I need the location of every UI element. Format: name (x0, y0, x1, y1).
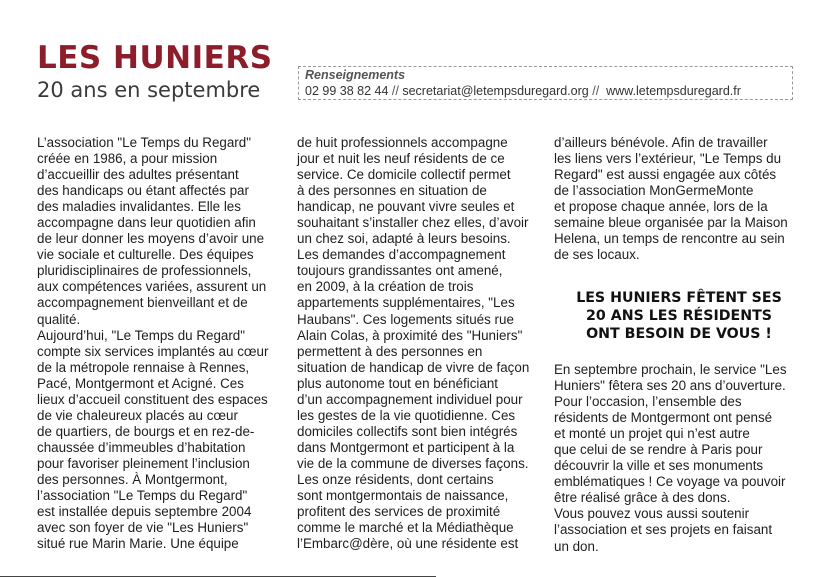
article-subtitle: 20 ans en septembre (37, 78, 261, 102)
article-paragraph (554, 135, 804, 263)
text-line: l’association et ses projets en faisant (554, 522, 773, 538)
text-line: sont montgermontais de naissance, (297, 488, 509, 504)
text-line: un chez soi, adapté à leurs besoins. (297, 231, 511, 247)
text-line: un don. (554, 538, 599, 554)
article-column-1 (37, 135, 287, 552)
text-line: Regard" est aussi engagée aux côtés (554, 167, 777, 183)
text-line: résidents de Montgermont ont pensé (554, 410, 773, 426)
text-line: d’un accompagnement individuel pour (297, 391, 523, 407)
text-line: pour favoriser pleinement l’inclusion (37, 455, 250, 471)
text-line: des maladies invalidantes. Elle les (37, 199, 241, 215)
text-line: de la métropole rennaise à Rennes, (37, 359, 250, 375)
text-line: compte six services implantés au cœur (37, 343, 269, 359)
contact-info-box (298, 66, 793, 100)
article-paragraph (297, 135, 547, 552)
text-line: les gestes de la vie quotidienne. Ces (297, 407, 516, 423)
callout-paragraph (554, 362, 804, 555)
text-line: semaine bleue organisée par la Maison (554, 215, 788, 231)
text-line: à des personnes en situation de (297, 183, 487, 199)
text-line: profitent des services de proximité (297, 504, 501, 520)
text-line: de vie chaleureux placés au cœur (37, 407, 238, 423)
text-line: Vous pouvez vous aussi soutenir (554, 506, 750, 522)
text-line: qualité. (37, 311, 81, 327)
text-line: L’association "Le Temps du Regard" (37, 135, 251, 150)
text-line: situation de handicap de vivre de façon (297, 359, 530, 375)
text-line: de quartiers, de bourgs et en rez-de- (37, 423, 255, 439)
text-line: permettent à des personnes en (297, 343, 483, 359)
text-line: accompagne dans leur quotidien afin (37, 215, 256, 231)
text-line: de leur donner les moyens d’avoir une (37, 231, 265, 247)
text-line: en 2009, à la création de trois (297, 279, 474, 295)
text-line: jour et nuit les neuf résidents de ce (297, 151, 505, 167)
text-line: de ses locaux. (554, 247, 640, 263)
text-line: découvrir la ville et ses monuments (554, 458, 764, 474)
text-line: vie sociale et culturelle. Des équipes (37, 247, 254, 263)
text-line: service. Ce domicile collectif permet (297, 167, 511, 183)
text-line: l’Embarc@dère, où une résidente est (297, 536, 519, 552)
text-line: appartements supplémentaires, "Les (297, 295, 515, 311)
text-line: Les demandes d’accompagnement (297, 247, 506, 263)
text-line: En septembre prochain, le service "Les (554, 362, 787, 377)
article-column-3 (554, 135, 804, 263)
text-line: situé rue Marin Marie. Une équipe (37, 536, 239, 552)
text-line: et monté un projet qui n’est autre (554, 426, 750, 442)
text-line: emblématiques ! Ce voyage va pouvoir (554, 474, 786, 490)
text-line: Pacé, Montgermont et Acigné. Ces (37, 375, 244, 391)
text-line: d’accueillir des adultes présentant (37, 167, 239, 183)
text-line: handicap, ne pouvant vivre seules et (297, 199, 515, 215)
text-line: que celui de se rendre à Paris pour (554, 442, 763, 458)
text-line: lieux d’accueil constituent des espaces (37, 391, 268, 407)
text-line: ONT BESOIN DE VOUS ! (586, 326, 772, 342)
contact-info-line (305, 83, 786, 99)
text-line: souhaitant s’installer chez elles, d’avoir (297, 215, 529, 231)
callout-heading (554, 289, 804, 343)
contact-phone: 02 99 38 82 44 (305, 84, 389, 98)
article-column-2 (297, 135, 547, 552)
text-line: Helena, un temps de rencontre au sein (554, 231, 785, 247)
contact-separator: // (391, 84, 399, 98)
text-line: et propose chaque année, lors de la (554, 199, 768, 215)
text-line: de huit professionnels accompagne (297, 135, 508, 150)
text-line: des personnes. À Montgermont, (37, 471, 228, 487)
text-line: 20 ANS LES RÉSIDENTS (586, 308, 772, 324)
text-line: Alain Colas, à proximité des "Huniers" (297, 327, 523, 343)
text-line: plus autonome tout en bénéficiant (297, 375, 499, 391)
text-line: toujours grandissantes ont amené, (297, 263, 503, 279)
callout-body (554, 362, 804, 555)
article-paragraph (37, 135, 287, 552)
text-line: est installée depuis septembre 2004 (37, 504, 252, 520)
contact-info-label: Renseignements (305, 68, 406, 82)
text-line: créée en 1986, a pour mission (37, 151, 218, 167)
text-line: comme le marché et la Médiathèque (297, 520, 514, 536)
text-line: vie de la commune de diverses façons. (297, 455, 529, 471)
text-line: Huniers" fêtera ses 20 ans d’ouverture. (554, 378, 786, 394)
text-line: de l’association MonGermeMonte (554, 183, 754, 199)
text-line: l’association "Le Temps du Regard" (37, 488, 248, 504)
text-line: les liens vers l’extérieur, "Le Temps du (554, 151, 782, 167)
text-line: Pour l’occasion, l’ensemble des (554, 394, 742, 410)
text-line: accompagnement bienveillant et de (37, 295, 248, 311)
text-line: Aujourd’hui, "Le Temps du Regard" (37, 327, 246, 343)
text-line: aux compétences variées, assurent un (37, 279, 267, 295)
text-line: Haubans". Ces logements situés rue (297, 311, 514, 327)
text-line: des handicaps ou étant affectés par (37, 183, 249, 199)
text-line: LES HUNIERS FÊTENT SES (576, 290, 782, 306)
contact-website[interactable]: www.letempsduregard.fr (606, 84, 741, 98)
text-line: Les onze résidents, dont certains (297, 471, 494, 487)
text-line: avec son foyer de vie "Les Huniers" (37, 520, 249, 536)
article-title: LES HUNIERS (37, 40, 273, 76)
text-line: pluridisciplinaires de professionnels, (37, 263, 252, 279)
text-line: d’ailleurs bénévole. Afin de travailler (554, 135, 768, 150)
contact-separator: // (592, 84, 600, 98)
text-line: dans Montgermont et participent à la (297, 439, 515, 455)
text-line: chaussée d’immeubles d’habitation (37, 439, 246, 455)
text-line: être réalisé grâce à des dons. (554, 490, 731, 506)
contact-email[interactable]: secretariat@letempsduregard.org (402, 84, 589, 98)
text-line: domiciles collectifs sont bien intégrés (297, 423, 518, 439)
